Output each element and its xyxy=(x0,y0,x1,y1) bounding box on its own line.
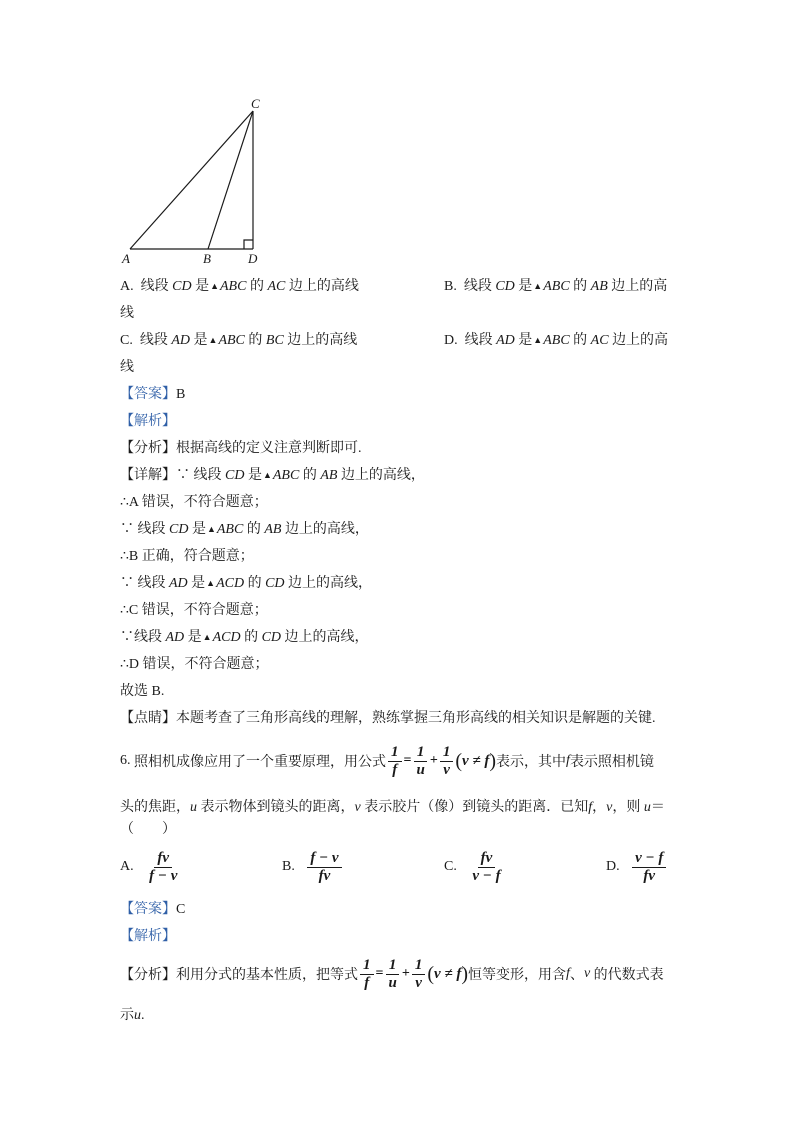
q5-dianjing xyxy=(120,707,656,727)
q5-option-a xyxy=(120,275,359,295)
q5-line-2 xyxy=(120,518,369,538)
var-u: u xyxy=(643,800,651,815)
dianjing-text: 本题考查了三角形高线的理解，熟练掌握三角形高线的相关知识是解题的关键. xyxy=(176,711,656,726)
right-paren: ) xyxy=(489,749,497,772)
option-letter: B. xyxy=(282,859,295,874)
triangle-figure xyxy=(110,92,280,272)
option-letter: C. xyxy=(444,859,457,874)
question-number: 6. xyxy=(120,753,131,768)
triangle-symbol-icon: ▲ xyxy=(210,281,219,291)
option-letter: B. xyxy=(444,279,457,294)
formula-lhs-fraction xyxy=(388,744,402,779)
line-text: 是 xyxy=(191,522,206,537)
answer-tag: 【答案】 xyxy=(120,387,176,402)
xiangjie-tag: 【详解】 xyxy=(120,468,176,483)
triangle-name: ACD xyxy=(212,630,241,645)
line-text: 是 xyxy=(191,576,206,591)
answer-value: B xyxy=(176,387,186,402)
option-text: 的 xyxy=(249,279,264,294)
triangle-symbol-icon: ▲ xyxy=(533,335,543,345)
dianjing-tag: 【点睛】 xyxy=(120,711,176,726)
line-text: ∵ 线段 xyxy=(176,468,222,483)
option-letter: D. xyxy=(606,859,620,874)
plus-sign: + xyxy=(401,966,410,981)
label-c: C xyxy=(251,96,260,111)
q5-line-4 xyxy=(120,572,372,592)
fraction-denominator: fv xyxy=(643,867,656,884)
right-paren: ) xyxy=(461,962,469,985)
fraction-numerator: 1 xyxy=(388,744,402,762)
line-text: 的 xyxy=(247,576,262,591)
var-v: v xyxy=(606,800,613,815)
fenxi-text: 恒等变形，用含 xyxy=(468,968,567,983)
stem-text: 头的焦距， xyxy=(120,800,190,815)
q5-answer xyxy=(120,383,185,403)
var-v: v xyxy=(354,800,361,815)
line-text: 边上的高线， xyxy=(340,468,425,483)
triangle-name: ABC xyxy=(218,333,245,348)
segment-name: AD xyxy=(169,576,188,591)
triangle-name: ABC xyxy=(543,333,570,348)
option-letter: C. xyxy=(120,333,133,348)
side-name: CD xyxy=(261,630,282,645)
fenxi-tag: 【分析】 xyxy=(120,441,176,456)
fraction-denominator: u xyxy=(416,761,425,778)
triangle-symbol-icon: ▲ xyxy=(202,632,212,642)
triangle-name: ABC xyxy=(272,468,300,483)
var-f: f xyxy=(566,966,570,981)
q5-option-b-wrap: 线 xyxy=(120,306,134,321)
triangle-name: ABC xyxy=(543,279,570,294)
option-fraction xyxy=(146,850,180,885)
line-text: 的 xyxy=(246,522,261,537)
option-text: 的 xyxy=(248,333,263,348)
line-text: ∵ 线段 xyxy=(120,576,166,591)
fraction-denominator: u xyxy=(388,974,397,991)
fraction-denominator: v xyxy=(443,761,450,778)
formula-lhs-fraction xyxy=(360,957,374,992)
line-text: ∵线段 xyxy=(120,630,162,645)
var-f: f xyxy=(588,800,593,815)
option-text: 边上的高 xyxy=(612,333,669,348)
side-name: BC xyxy=(265,333,284,348)
line-text: 边上的高线， xyxy=(284,630,369,645)
q5-line-3: ∴B 正确，符合题意； xyxy=(120,549,254,564)
q6-stem-line-1 xyxy=(120,738,654,784)
left-paren: ( xyxy=(455,749,462,772)
formula-condition: v ≠ f xyxy=(433,965,462,982)
triangle-symbol-icon: ▲ xyxy=(208,335,218,345)
q5-option-c xyxy=(120,329,357,349)
stem-text: 表示物体到镜头的距离， xyxy=(200,800,355,815)
q6-option-c xyxy=(444,846,506,888)
label-b: B xyxy=(203,251,211,266)
q6-fenxi-wrap xyxy=(120,1004,145,1024)
right-angle-mark xyxy=(244,240,253,249)
stem-text: 表示胶片（像）到镜头的距离．已知 xyxy=(364,800,589,815)
triangle-symbol-icon: ▲ xyxy=(262,470,272,480)
side-name: AC xyxy=(267,279,286,294)
fraction-denominator: f xyxy=(392,761,398,778)
fraction-numerator: 1 xyxy=(414,744,428,762)
q6-answer-blank: （ ） xyxy=(120,822,176,837)
fenxi-text: 示 xyxy=(120,1008,134,1023)
fenxi-text: 根据高线的定义注意判断即可. xyxy=(176,441,362,456)
line-text: 是 xyxy=(187,630,202,645)
segment-name: AD xyxy=(496,333,515,348)
q5-line-7: ∴D 错误，不符合题意； xyxy=(120,657,269,672)
q5-line-5: ∴C 错误，不符合题意； xyxy=(120,603,268,618)
fraction-numerator: v − f xyxy=(632,850,666,868)
option-letter: A. xyxy=(120,279,134,294)
line-text: 的 xyxy=(244,630,259,645)
option-text: 线段 xyxy=(139,333,168,348)
answer-value: C xyxy=(176,902,186,917)
segment-name: CD xyxy=(172,279,192,294)
segment-name: CD xyxy=(169,522,189,537)
option-text: 线段 xyxy=(463,279,492,294)
q6-analysis-tag: 【解析】 xyxy=(120,929,176,944)
stem-text: ， xyxy=(592,800,607,815)
option-text: 线段 xyxy=(140,279,169,294)
q6-option-d xyxy=(606,846,668,888)
formula-condition: v ≠ f xyxy=(461,752,490,769)
q5-xiangjie-line-0 xyxy=(120,464,425,484)
option-fraction xyxy=(469,850,503,885)
line-text: 边上的高线， xyxy=(288,576,373,591)
fraction-numerator: fv xyxy=(478,850,496,868)
formula-r1-fraction xyxy=(413,744,427,779)
stem-text: ＝ xyxy=(650,800,665,815)
stem-text: 表示照相机镜 xyxy=(569,755,654,770)
option-text: 边上的高线 xyxy=(287,333,358,348)
option-letter: D. xyxy=(444,333,458,348)
fenxi-text: 利用分式的基本性质，把等式 xyxy=(176,968,358,983)
label-a: A xyxy=(122,251,130,266)
triangle-name: ABC xyxy=(220,279,247,294)
fraction-numerator: fv xyxy=(154,850,172,868)
option-text: 是 xyxy=(193,333,208,348)
segment-name: CD xyxy=(225,468,245,483)
fraction-numerator: 1 xyxy=(360,957,374,975)
option-letter: A. xyxy=(120,859,134,874)
option-text: 是 xyxy=(518,333,533,348)
segment-name: AD xyxy=(165,630,185,645)
answer-tag: 【答案】 xyxy=(120,902,176,917)
q6-fenxi xyxy=(120,952,664,996)
equals-sign: = xyxy=(375,966,384,981)
left-paren: ( xyxy=(427,962,434,985)
q6-stem-line-2 xyxy=(120,796,665,816)
fenxi-text: 、 xyxy=(569,968,584,983)
q6-option-a xyxy=(120,846,182,888)
fraction-numerator: 1 xyxy=(440,744,454,762)
q5-option-d xyxy=(444,329,668,349)
line-text: 的 xyxy=(302,468,317,483)
fenxi-text: 的代数式表 xyxy=(593,968,664,983)
option-text: 边上的高 xyxy=(611,279,668,294)
var-u: u xyxy=(190,800,197,815)
stem-text: 照相机成像应用了一个重要原理，用公式 xyxy=(134,755,386,770)
fenxi-text: . xyxy=(141,1008,145,1023)
side-name: AC xyxy=(590,333,609,348)
option-text: 是 xyxy=(518,279,533,294)
q5-option-d-wrap: 线 xyxy=(120,360,134,375)
q5-fenxi xyxy=(120,437,362,457)
segment-name: AD xyxy=(171,333,191,348)
side-name: CD xyxy=(265,576,285,591)
triangle-name: ABC xyxy=(216,522,244,537)
fenxi-tag: 【分析】 xyxy=(120,968,176,983)
fraction-denominator: v xyxy=(415,974,422,991)
q5-analysis-tag: 【解析】 xyxy=(120,414,176,429)
q5-conclusion: 故选 B. xyxy=(120,684,165,699)
stem-text: ，则 xyxy=(612,800,641,815)
option-text: 是 xyxy=(195,279,210,294)
formula-r2-fraction xyxy=(412,957,426,992)
q5-line-1: ∴A 错误，不符合题意； xyxy=(120,495,268,510)
option-text: 线段 xyxy=(464,333,493,348)
line-text: 是 xyxy=(247,468,262,483)
formula-r2-fraction xyxy=(440,744,454,779)
var-f: f xyxy=(566,753,570,768)
side-name: AB xyxy=(320,468,338,483)
segment-name: CD xyxy=(495,279,515,294)
side-ac xyxy=(130,111,253,249)
fraction-numerator: 1 xyxy=(386,957,400,975)
side-bc xyxy=(208,111,253,249)
plus-sign: + xyxy=(429,753,438,768)
option-text: 的 xyxy=(573,333,588,348)
q5-option-b xyxy=(444,275,667,295)
var-v: v xyxy=(583,966,591,981)
formula-r1-fraction xyxy=(385,957,399,992)
line-text: ∵ 线段 xyxy=(120,522,166,537)
triangle-symbol-icon: ▲ xyxy=(533,281,543,291)
equals-sign: = xyxy=(403,753,412,768)
side-name: AB xyxy=(264,522,282,537)
option-text: 的 xyxy=(573,279,588,294)
option-text: 边上的高线 xyxy=(288,279,359,294)
fraction-denominator: f xyxy=(364,974,370,991)
side-name: AB xyxy=(590,279,608,294)
label-d: D xyxy=(248,251,258,266)
fraction-denominator: fv xyxy=(318,867,331,884)
stem-text: 表示，其中 xyxy=(496,755,567,770)
option-fraction xyxy=(307,850,341,885)
q6-answer xyxy=(120,898,185,918)
triangle-name: ACD xyxy=(216,576,245,591)
triangle-symbol-icon: ▲ xyxy=(206,578,216,588)
fraction-denominator: f − v xyxy=(149,867,178,884)
var-u: u xyxy=(134,1008,141,1023)
fraction-denominator: v − f xyxy=(472,867,501,884)
line-text: 边上的高线， xyxy=(284,522,369,537)
fraction-numerator: 1 xyxy=(412,957,426,975)
triangle-symbol-icon: ▲ xyxy=(206,524,216,534)
fraction-numerator: f − v xyxy=(307,850,341,868)
q5-line-6 xyxy=(120,626,369,646)
q6-option-b xyxy=(282,846,344,888)
option-fraction xyxy=(632,850,666,885)
